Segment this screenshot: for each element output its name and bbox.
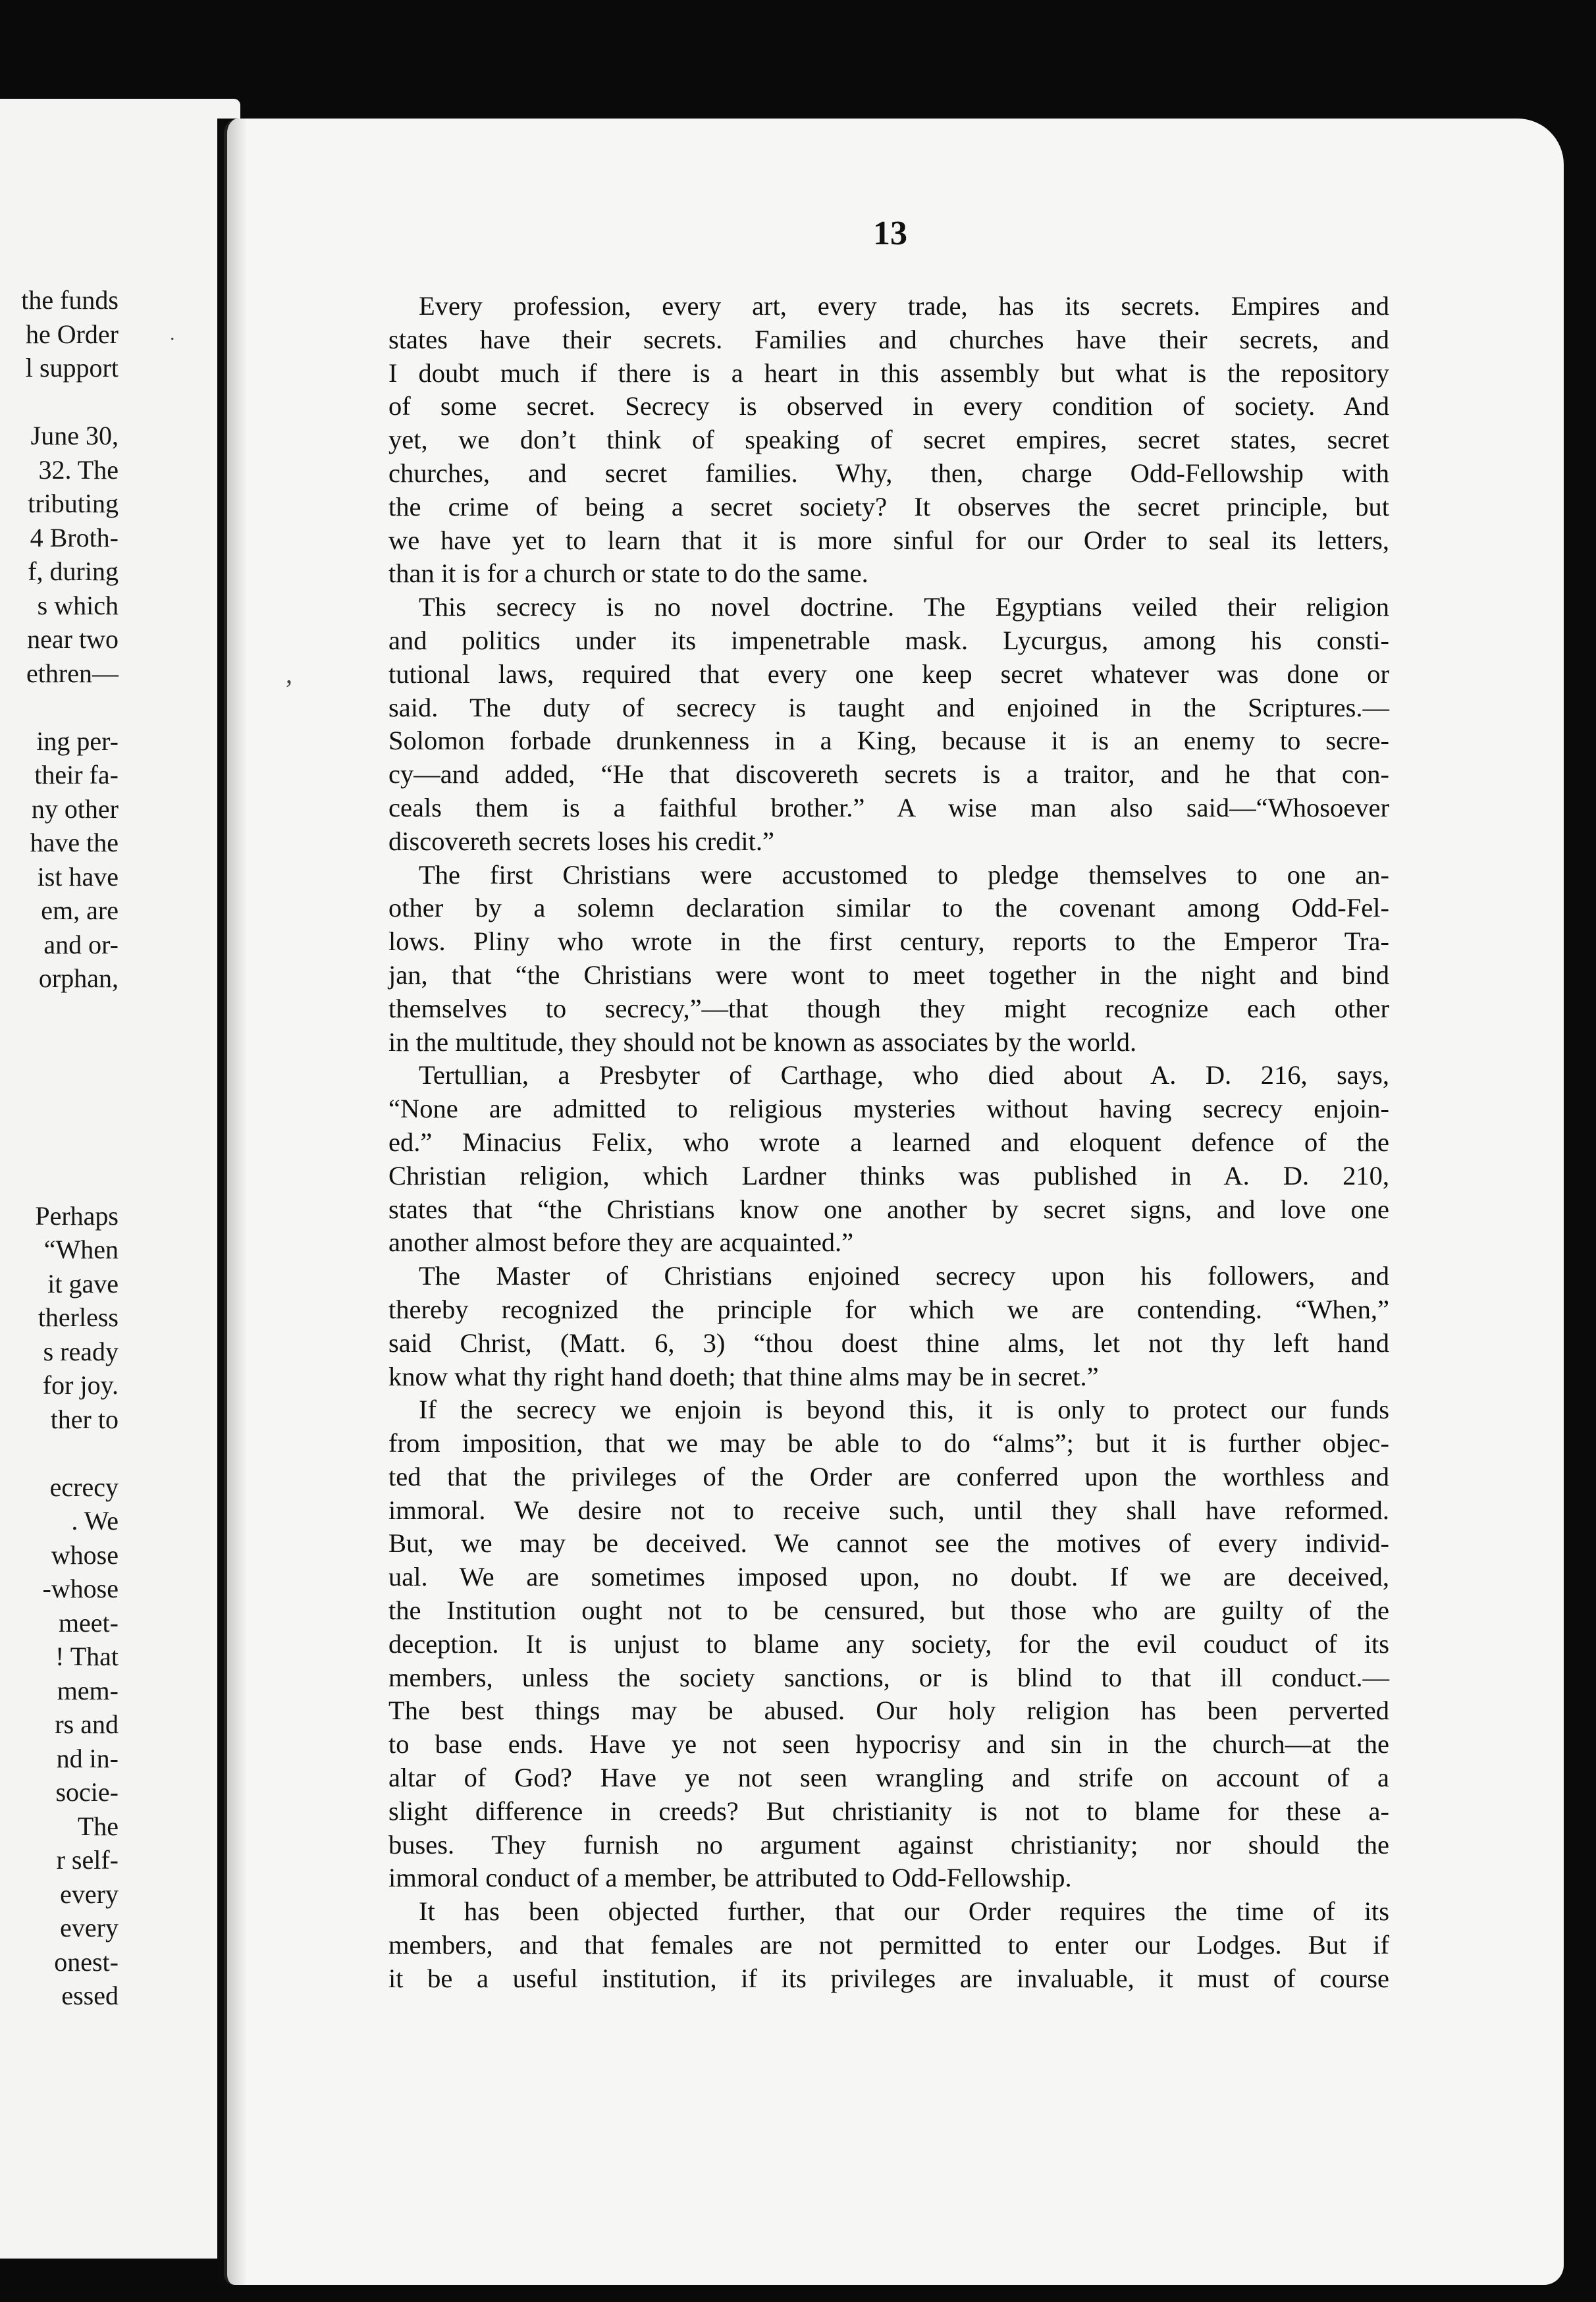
left-page-line: ethren— [26, 658, 119, 688]
body-line: states that “the Christians know one another by secret signs, and love one [388, 1194, 1389, 1224]
body-line: ed.” Minacius Felix, who wrote a learned and eloquent defence of the [388, 1127, 1389, 1157]
body-line: to base ends. Have ye not seen hypocrisy and sin in the church—at the [388, 1729, 1389, 1759]
body-line: from imposition, that we may be able to do “alms”; but it is further objec- [388, 1428, 1389, 1459]
body-line: ceals them is a faithful brother.” A wise man also said—“Whosoever [388, 792, 1389, 822]
left-page-line: ecrecy [49, 1472, 119, 1502]
body-line: ted that the privileges of the Order are conferred upon the worthless and [388, 1461, 1389, 1491]
body-line: it be a useful institution, if its privileges are invaluable, it must of course [388, 1963, 1389, 1993]
left-page-line [0, 1063, 119, 1098]
left-page-line: nd in- [56, 1743, 119, 1773]
margin-mark: . [170, 323, 175, 344]
body-line: buses. They furnish no argument against christianity; nor should the [388, 1829, 1389, 1860]
body-line: said Christ, (Matt. 6, 3) “thou doest thine alms, let not thy left hand [388, 1327, 1389, 1358]
left-page-line: have the [30, 828, 119, 857]
left-page-line: meet- [58, 1607, 119, 1638]
body-line: of some secret. Secrecy is observed in every condition of society. And [388, 391, 1389, 421]
left-page-line: ny other [31, 793, 119, 824]
body-line: This secrecy is no novel doctrine. The Egyptians veiled their religion [419, 592, 1389, 622]
body-line: The Master of Christians enjoined secrecy upon his followers, and [419, 1261, 1389, 1291]
body-line: Every profession, every art, every trade, has its secrets. Empires and [419, 291, 1389, 321]
left-page-line: ing per- [36, 726, 119, 756]
left-page-line [0, 1436, 119, 1470]
body-line: The first Christians were accustomed to pledge themselves to one an- [419, 859, 1389, 890]
body-line: members, and that females are not permitted to enter our Lodges. But if [388, 1930, 1389, 1960]
left-page-line: s ready [43, 1336, 119, 1366]
body-line: slight difference in creeds? But christianity is not to blame for these a- [388, 1796, 1389, 1826]
left-page-text-column [0, 283, 119, 2013]
left-page-line: ! That [55, 1642, 119, 1671]
body-line: cy—and added, “He that discovereth secrets is a traitor, and he that con- [388, 759, 1389, 790]
body-line: immoral conduct of a member, be attributed to Odd-Fellowship. [388, 1863, 1072, 1893]
left-facing-page [0, 99, 240, 2259]
body-line: members, unless the society sanctions, or is blind to that ill conduct.— [388, 1662, 1389, 1692]
left-page-line: for joy. [42, 1370, 119, 1400]
left-page-line: it gave [47, 1268, 119, 1298]
body-line: Tertullian, a Presbyter of Carthage, who died about A. D. 216, says, [419, 1060, 1389, 1090]
page-edge-shadow [227, 119, 247, 2285]
left-page-line: near two [27, 624, 119, 654]
body-line: states have their secrets. Families and churches have their secrets, and [388, 324, 1389, 354]
body-line: immoral. We desire not to receive such, until they shall have reformed. [388, 1495, 1389, 1525]
left-page-line: ist have [37, 861, 119, 892]
body-line: lows. Pliny who wrote in the first century, reports to the Emperor Tra- [388, 926, 1389, 957]
page-number: 13 [873, 215, 907, 252]
left-page-line: The [77, 1811, 119, 1841]
left-page-line: June 30, [30, 421, 119, 450]
body-line: said. The duty of secrecy is taught and enjoined in the Scriptures.— [388, 692, 1389, 722]
left-page-line [0, 690, 119, 724]
left-page-line: em, are [41, 896, 119, 925]
body-line: The best things may be abused. Our holy religion has been perverted [388, 1696, 1389, 1726]
body-line: the Institution ought not to be censured, but those who are guilty of the [388, 1595, 1389, 1626]
left-page-line: f, during [28, 556, 119, 586]
body-line: in the multitude, they should not be known as associates by the world. [388, 1027, 1137, 1057]
body-line: discovereth secrets loses his credit.” [388, 826, 774, 856]
body-line: altar of God? Have ye not seen wrangling and strife on account of a [388, 1763, 1389, 1793]
left-page-line: every [60, 1879, 119, 1909]
left-page-line: every [60, 1913, 119, 1942]
left-page-line: Perhaps [35, 1200, 119, 1231]
left-page-line [0, 996, 119, 1030]
left-page-line: s which [37, 590, 119, 620]
body-line: and politics under its impenetrable mask. Lycurgus, among his consti- [388, 625, 1389, 655]
left-page-line: tributing [28, 489, 119, 518]
body-line: I doubt much if there is a heart in this assembly but what is the repository [388, 358, 1389, 388]
body-line: yet, we don’t think of speaking of secret empires, secret states, secret [388, 425, 1389, 455]
left-page-line: socie- [55, 1777, 119, 1807]
body-line: ual. We are sometimes imposed upon, no doubt. If we are deceived, [388, 1562, 1389, 1592]
left-page-line: l support [25, 353, 119, 383]
body-line: “None are admitted to religious mysteries without having secrecy enjoin- [388, 1094, 1389, 1124]
body-line: another almost before they are acquainted.” [388, 1227, 854, 1258]
left-page-line [0, 385, 119, 419]
body-line: But, we may be deceived. We cannot see the motives of every individ- [388, 1528, 1389, 1559]
left-page-line: . We [71, 1506, 119, 1536]
body-line: It has been objected further, that our Order requires the time of its [419, 1896, 1389, 1927]
left-page-line: 4 Broth- [30, 522, 119, 552]
left-page-line: onest- [54, 1946, 119, 1977]
left-page-line [0, 1097, 119, 1131]
left-page-line: orphan, [38, 963, 119, 993]
body-line: Christian religion, which Lardner thinks was published in A. D. 210, [388, 1160, 1389, 1191]
body-line: thereby recognized the principle for which we are contending. “When,” [388, 1294, 1389, 1324]
left-page-line: -whose [42, 1574, 119, 1603]
left-page-line: whose [51, 1539, 119, 1570]
body-line: deception. It is unjust to blame any society, for the evil couduct of its [388, 1628, 1389, 1659]
body-line: other by a solemn declaration similar to the covenant among Odd-Fel- [388, 893, 1389, 923]
left-page-line: the funds [21, 285, 119, 315]
body-line: jan, that “the Christians were wont to meet together in the night and bind [388, 959, 1389, 990]
left-page-line: he Order [25, 319, 119, 349]
left-page-line [0, 1165, 119, 1199]
body-line: the crime of being a secret society? It observes the secret principle, but [388, 491, 1389, 522]
left-page-line: r self- [56, 1845, 119, 1875]
body-line: If the secrecy we enjoin is beyond this, it is only to protect our funds [419, 1395, 1389, 1425]
body-line: churches, and secret families. Why, then, charge Odd-Fellowship with [388, 458, 1389, 488]
left-page-line: rs and [55, 1709, 119, 1739]
body-line: know what thy right hand doeth; that thine alms may be in secret.” [388, 1361, 1099, 1391]
body-line: tutional laws, required that every one keep secret whatever was done or [388, 658, 1389, 689]
left-page-line: mem- [57, 1675, 119, 1705]
body-text [388, 290, 1389, 1996]
body-line: Solomon forbade drunkenness in a King, because it is an enemy to secre- [388, 726, 1389, 756]
margin-mark: , [286, 659, 292, 689]
body-line: than it is for a church or state to do the same. [388, 558, 868, 589]
left-page-line: ther to [50, 1404, 119, 1434]
body-line: we have yet to learn that it is more sinful for our Order to seal its letters, [388, 525, 1389, 555]
left-page-line: 32. The [38, 454, 119, 485]
left-page-line: essed [61, 1981, 119, 2010]
left-page-line: and or- [43, 929, 119, 959]
body-line: themselves to secrecy,”—that though they might recognize each other [388, 993, 1389, 1023]
left-page-line: therless [38, 1302, 119, 1332]
left-page-line: their fa- [34, 760, 119, 790]
left-page-line: “When [43, 1235, 119, 1264]
left-page-line [0, 1131, 119, 1165]
left-page-line [0, 1029, 119, 1063]
